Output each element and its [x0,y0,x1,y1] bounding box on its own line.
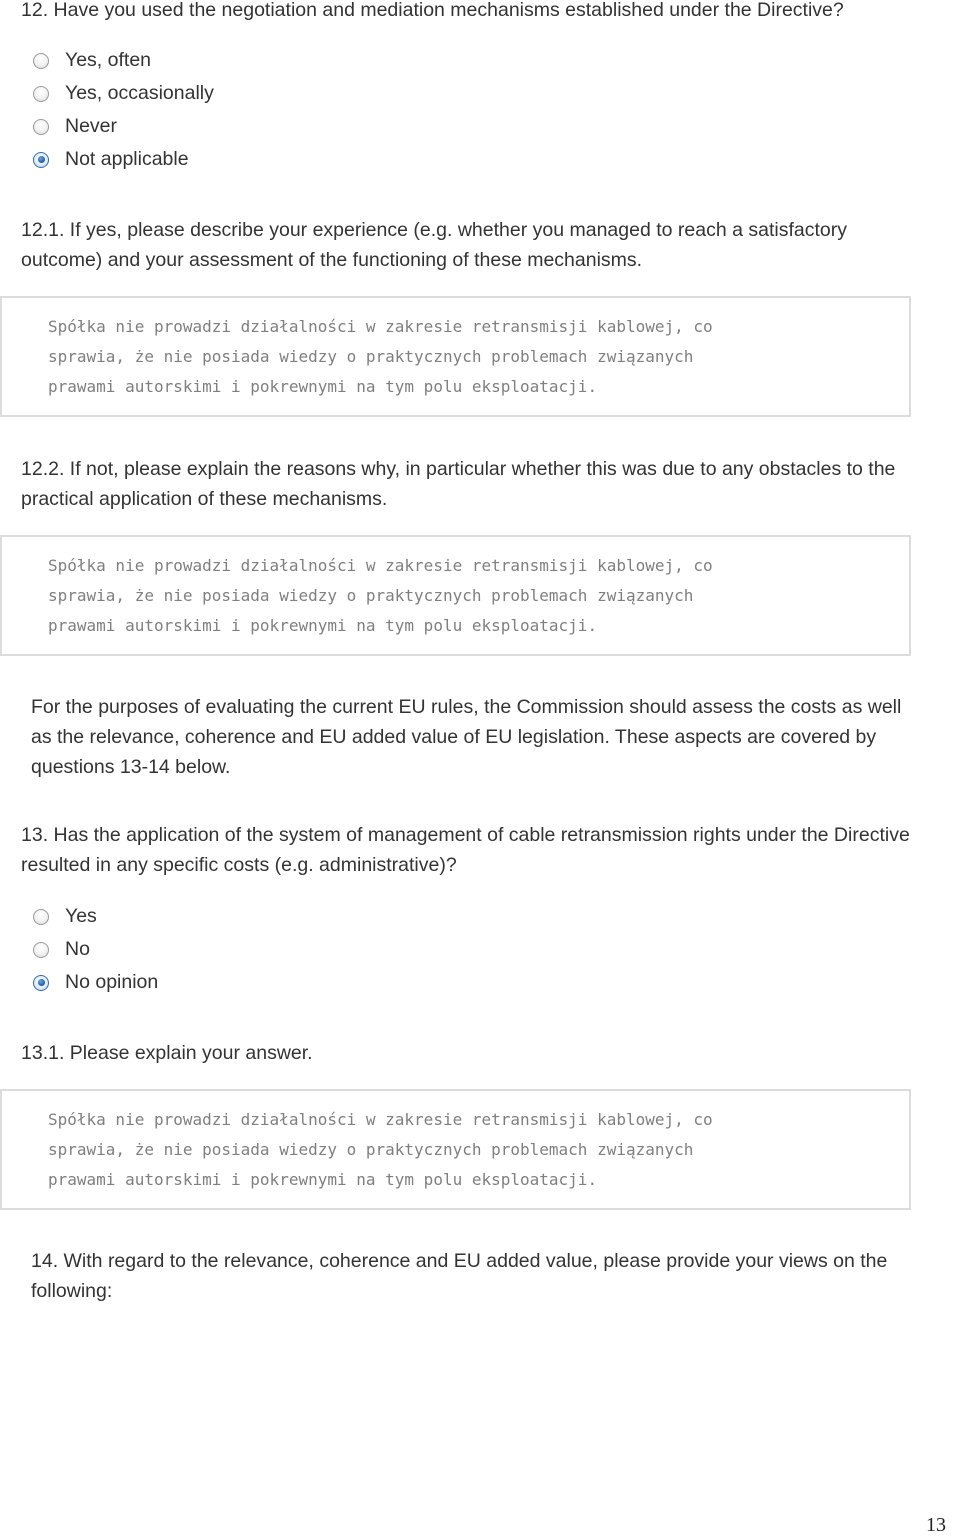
question-13-1: 13.1. Please explain your answer. [21,1042,313,1064]
radio-button[interactable] [33,53,49,69]
radio-option-yes[interactable] [33,900,158,933]
page-number: 13 [926,1514,946,1536]
radio-button[interactable] [33,86,49,102]
radio-label: Yes, often [65,49,152,71]
question-14: 14. With regard to the relevance, coherence and EU added value, please provide your views on the following: [31,1250,888,1302]
radio-label: Yes, occasionally [65,82,214,104]
radio-option-no-opinion[interactable] [33,966,158,999]
radio-option-yes-often[interactable] [33,44,214,77]
answer-textarea-13-1[interactable] [0,1089,911,1210]
answer-textarea-12-1[interactable] [0,296,911,417]
radio-button[interactable] [33,942,49,958]
question-12-2: 12.2. If not, please explain the reasons why, in particular whether this was due to any obstacles to the practical application of these mechanisms. [21,458,896,510]
radio-button[interactable] [33,909,49,925]
radio-label: Never [65,115,118,137]
radio-label: Not applicable [65,148,189,170]
radio-group-q13 [33,900,158,999]
radio-label: No [65,938,90,960]
answer-text: Spółka nie prowadzi działalności w zakresie retransmisji kablowej, co sprawia, że nie posiada wiedzy o praktycznych problemach związanych prawami autorskimi i pokrewnymi na tym polu eksploatacji. [48,317,713,396]
answer-text: Spółka nie prowadzi działalności w zakresie retransmisji kablowej, co sprawia, że nie posiada wiedzy o praktycznych problemach związanych prawami autorskimi i pokrewnymi na tym polu eksploatacji. [48,556,713,635]
radio-button[interactable] [33,119,49,135]
radio-button-selected[interactable] [33,152,49,168]
radio-button-selected[interactable] [33,975,49,991]
radio-option-no[interactable] [33,933,158,966]
radio-group-q12 [33,44,214,176]
question-13: 13. Has the application of the system of management of cable retransmission rights under the Directive resulted in any specific costs (e.g. administrative)? [21,824,910,876]
radio-option-never[interactable] [33,110,214,143]
question-12-1: 12.1. If yes, please describe your experience (e.g. whether you managed to reach a satisfactory outcome) and your assessment of the functioning of these mechanisms. [21,219,847,271]
question-12: 12. Have you used the negotiation and mediation mechanisms established under the Directive? [21,0,844,21]
section-intro: For the purposes of evaluating the current EU rules, the Commission should assess the costs as well as the relevance, coherence and EU added value of EU legislation. These aspects are covered by questions 13-14 below. [31,696,902,778]
radio-label: No opinion [65,971,159,993]
radio-label: Yes [65,905,97,927]
answer-textarea-12-2[interactable] [0,535,911,656]
answer-text: Spółka nie prowadzi działalności w zakresie retransmisji kablowej, co sprawia, że nie posiada wiedzy o praktycznych problemach związanych prawami autorskimi i pokrewnymi na tym polu eksploatacji. [48,1110,713,1189]
radio-option-yes-occasionally[interactable] [33,77,214,110]
radio-option-not-applicable[interactable] [33,143,214,176]
